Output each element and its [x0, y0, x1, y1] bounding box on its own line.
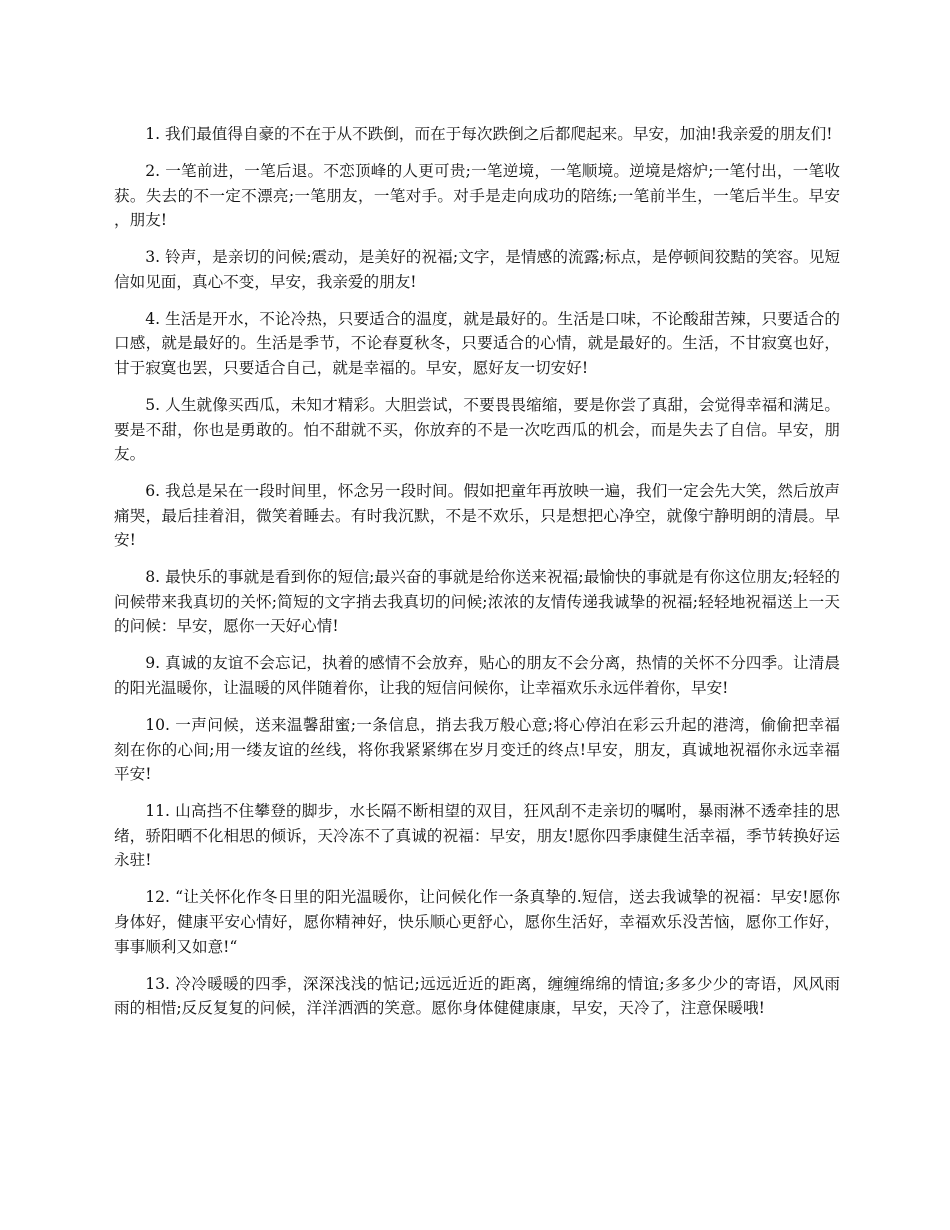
paragraph-8: 8. 最快乐的事就是看到你的短信;最兴奋的事就是给你送来祝福;最愉快的事就是有你这位朋友;轻轻的问候带来我真切的关怀;简短的文字捎去我真切的问候;浓浓的友情传递我诚挚的祝福;轻轻地祝福送上一天的问候：早安，愿你一天好心情!: [114, 568, 840, 636]
paragraph-6: 6. 我总是呆在一段时间里，怀念另一段时间。假如把童年再放映一遍，我们一定会先大笑，然后放声痛哭，最后挂着泪，微笑着睡去。有时我沉默，不是不欢乐，只是想把心净空，就像宁静明朗的清晨。早安!: [114, 482, 840, 550]
paragraph-1: 1. 我们最值得自豪的不在于从不跌倒，而在于每次跌倒之后都爬起来。早安，加油!我亲爱的朋友们!: [145, 125, 833, 143]
paragraph-11: 11. 山高挡不住攀登的脚步，水长隔不断相望的双目，狂风刮不走亲切的嘱咐，暴雨淋不透牵挂的思绪，骄阳晒不化相思的倾诉，天冷冻不了真诚的祝福：早安，朋友!愿你四季康健生活幸福，季节转换好运永驻!: [114, 802, 840, 870]
paragraph-4: 4. 生活是开水，不论冷热，只要适合的温度，就是最好的。生活是口味，不论酸甜苦辣，只要适合的口感，就是最好的。生活是季节，不论春夏秋冬，只要适合的心情，就是最好的。生活，不甘寂寞也好，甘于寂寞也罢，只要适合自己，就是幸福的。早安，愿好友一切安好!: [114, 309, 840, 377]
paragraph-12: 12. “让关怀化作冬日里的阳光温暖你，让问候化作一条真挚的.短信，送去我诚挚的祝福：早安!愿你身体好，健康平安心情好，愿你精神好，快乐顺心更舒心，愿你生活好，幸福欢乐没苦恼，愿你工作好，事事顺利又如意!“: [114, 888, 840, 956]
paragraph-13: 13. 冷冷暖暖的四季，深深浅浅的惦记;远远近近的距离，缠缠绵绵的情谊;多多少少的寄语，风风雨雨的相惜;反反复复的问候，洋洋洒洒的笑意。愿你身体健健康康，早安，天冷了，注意保暖哦!: [114, 974, 840, 1018]
paragraph-2: 2. 一笔前进，一笔后退。不恋顶峰的人更可贵;一笔逆境，一笔顺境。逆境是熔炉;一笔付出，一笔收获。失去的不一定不漂亮;一笔朋友，一笔对手。对手是走向成功的陪练;一笔前半生，一笔后半生。早安，朋友!: [114, 161, 840, 230]
paragraph-9: 9. 真诚的友谊不会忘记，执着的感情不会放弃，贴心的朋友不会分离，热情的关怀不分四季。让清晨的阳光温暖你，让温暖的风伴随着你，让我的短信问候你，让幸福欢乐永远伴着你，早安!: [114, 654, 840, 698]
document-body: [114, 122, 840, 1033]
paragraph-3: 3. 铃声，是亲切的问候;震动，是美好的祝福;文字，是情感的流露;标点，是停顿间狡黠的笑容。见短信如见面，真心不变，早安，我亲爱的朋友!: [114, 248, 840, 291]
paragraph-10: 10. 一声问候，送来温馨甜蜜;一条信息，捎去我万般心意;将心停泊在彩云升起的港湾，偷偷把幸福刻在你的心间;用一缕友谊的丝线，将你我紧紧绑在岁月变迁的终点!早安，朋友，真诚地祝福你永远幸福平安!: [114, 716, 840, 784]
paragraph-5: 5. 人生就像买西瓜，未知才精彩。大胆尝试，不要畏畏缩缩，要是你尝了真甜，会觉得幸福和满足。要是不甜，你也是勇敢的。怕不甜就不买，你放弃的不是一次吃西瓜的机会，而是失去了自信。早安，朋友。: [114, 395, 840, 464]
